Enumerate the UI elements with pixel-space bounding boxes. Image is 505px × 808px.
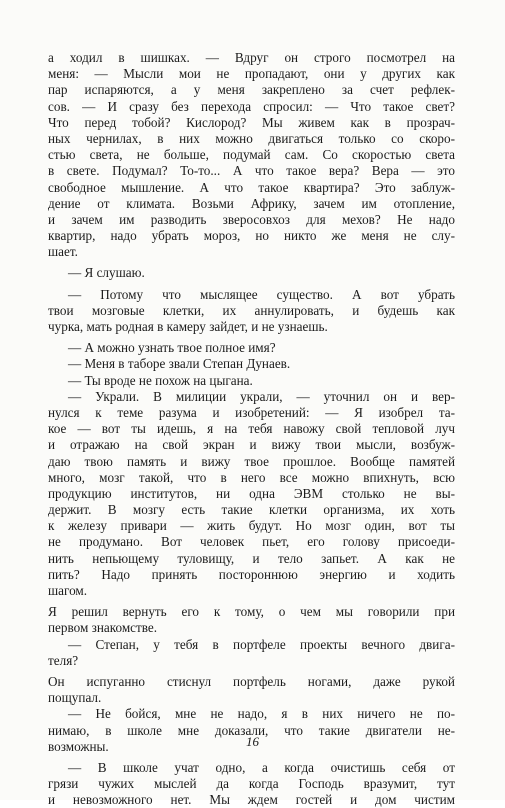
text-line: грязи чужих мыслей да когда Господь вразумит, тут [48, 776, 455, 792]
text-line: и невозможного нет. Мы ждем гостей и дом чистим [48, 792, 455, 808]
text-line: сов. — И сразу без перехода спросил: — Что такое свет? [48, 98, 455, 114]
text-line: меня: — Мысли мои не пропадают, они у других как [48, 66, 455, 82]
text-line: пить? Надо принять постороннюю энергию и ходить [48, 566, 455, 582]
text-line: первом знакомстве. [48, 620, 158, 636]
page-number: 16 [246, 734, 259, 749]
text-line: нимаю, в школе мне доказали, что такие двигатели не- [48, 722, 455, 738]
text-line: и отражаю на свой экран и вижу твои мысли, возбуж- [48, 437, 455, 453]
text-line: даю твою память и вижу твое прошлое. Вообще памятей [48, 453, 455, 469]
text-line: много, мозг такой, что в него все можно впихнуть, всю [48, 469, 455, 485]
text-line: шагом. [48, 583, 88, 598]
text-line: держит. В мозгу есть такие клетки организма, их хоть [48, 502, 455, 518]
text-line: нить непьющему туловищу, и тело запьет. А как не [48, 550, 455, 566]
text-line: стью света, не больше, подумай сам. Со скоростью света [48, 147, 455, 163]
text-line: пощупал. [48, 690, 102, 706]
text-line: — Степан, у тебя в портфеле проекты вечного двига- [68, 636, 455, 652]
text-line: квартир, надо убрать мороз, но никто же меня не слу- [48, 228, 455, 244]
text-line: — В школе учат одно, а когда очистишь себя от [68, 759, 455, 775]
text-line: дение от климата. Возьми Африку, зачем им отопление, [48, 195, 455, 211]
text-line: — Я слушаю. [68, 265, 145, 281]
text-line: к железу привари — жить будут. Но мозг один, вот ты [48, 518, 455, 534]
text-line: твои мозговые клетки, их аннулировать, и будешь как [48, 302, 455, 318]
text-line: не продумано. Вот человек пьет, его голову присоеди- [48, 534, 455, 550]
text-line: ных чернилах, в них можно двигаться только со скоро- [48, 130, 455, 146]
text-line: кое — вот ты идешь, я на тебя навожу свой тепловой луч [48, 421, 455, 437]
text-line: пар испаряются, а у меня закреплено за счет рефлек- [48, 82, 455, 98]
text-line: — Не бойся, мне не надо, я в них ничего не по- [68, 706, 455, 722]
text-line: продукцию институтов, ни одна ЭВМ столько не вы- [48, 485, 455, 501]
text-line: нулся к теме разума и изобретений: — Я изобрел та- [48, 404, 455, 420]
text-line: — Потому что мыслящее существо. А вот убрать [68, 286, 455, 302]
text-line: — А можно узнать твое полное имя? [68, 340, 276, 356]
text-line: Что перед тобой? Кислород? Мы живем как в прозрач- [48, 114, 455, 130]
text-line: Я решил вернуть его к тому, о чем мы говорили при [48, 604, 455, 620]
text-line: в свете. Подумал? То-то... А что такое вера? Вера — это [48, 163, 455, 179]
text-line: Он испуганно стиснул портфель ногами, даже рукой [48, 673, 455, 689]
text-line: а ходил в шишках. — Вдруг он строго посмотрел на [48, 50, 455, 65]
body-text [48, 50, 455, 808]
text-line: — Меня в таборе звали Степан Дунаев. [68, 356, 291, 372]
text-line: чурка, мать родная в камеру зайдет, и не узнаешь. [48, 319, 328, 334]
text-line: свободное мышление. А что такое квартира? Это заблуж- [48, 179, 455, 195]
text-line: теля? [48, 652, 79, 668]
text-line: и зачем им разводить зверосовхоз для мехов? Не надо [48, 211, 455, 227]
text-line: — Ты вроде не похож на цыгана. [68, 372, 253, 388]
text-line: возможны. [48, 738, 109, 754]
text-line: — Украли. В милиции украли, — уточнил он и вер- [68, 388, 455, 404]
text-line: шает. [48, 244, 78, 260]
